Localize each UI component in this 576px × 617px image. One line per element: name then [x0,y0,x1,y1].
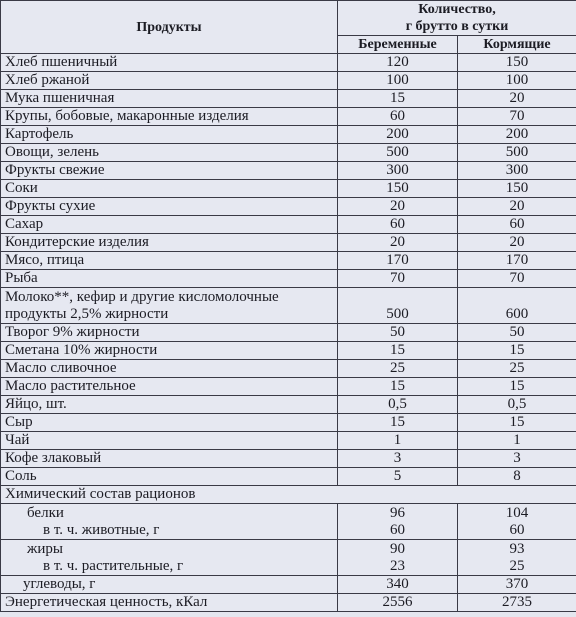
fats-nursing-cell [458,540,576,576]
table-row [1,252,576,270]
pregnant-value: 50 [338,324,458,342]
pregnant-value: 500 [338,144,458,162]
nursing-value: 20 [458,234,576,252]
table-row [1,396,576,414]
product-name: Хлеб ржаной [1,72,338,90]
nursing-value: 500 [458,144,576,162]
header-quantity-line2: г брутто в сутки [405,19,509,34]
product-name: Мясо, птица [1,252,338,270]
table-row [1,468,576,486]
fats-label-cell [1,540,338,576]
header-quantity-line1: Количество, [418,2,496,17]
nursing-value: 20 [458,90,576,108]
table-body [1,54,576,486]
product-name: Хлеб пшеничный [1,54,338,72]
product-name: Мука пшеничная [1,90,338,108]
pregnant-value: 0,5 [338,396,458,414]
table-row [1,324,576,342]
pregnant-value: 20 [338,234,458,252]
nursing-value: 170 [458,252,576,270]
pregnant-value: 200 [338,126,458,144]
pregnant-value: 1 [338,432,458,450]
nursing-value: 15 [458,342,576,360]
proteins-animal-nursing: 60 [509,521,525,538]
product-name: Масло растительное [1,378,338,396]
product-name: Масло сливочное [1,360,338,378]
energy-pregnant: 2556 [338,594,458,612]
header-pregnant: Беременные [338,36,458,54]
nursing-value: 20 [458,198,576,216]
pregnant-value: 15 [338,90,458,108]
product-name: Крупы, бобовые, макаронные изделия [1,108,338,126]
pregnant-value: 150 [338,180,458,198]
pregnant-value: 5 [338,468,458,486]
fats-pregnant-cell [338,540,458,576]
header-quantity [338,1,576,36]
product-name: Сыр [1,414,338,432]
proteins-animal-label: в т. ч. животные, г [43,521,160,538]
fats-nursing: 93 [509,540,525,557]
nursing-value: 150 [458,54,576,72]
product-name: Молоко**, кефир и другие кисломолочные продукты 2,5% жирности [1,288,338,324]
fats-label: жиры [27,540,63,557]
product-name: Творог 9% жирности [1,324,338,342]
table-row [1,234,576,252]
table-row [1,180,576,198]
carbs-label: углеводы, г [1,576,338,594]
energy-label: Энергетическая ценность, кКал [1,594,338,612]
product-name: Кофе злаковый [1,450,338,468]
table-row [1,108,576,126]
table-row [1,198,576,216]
nursing-value: 70 [458,108,576,126]
energy-nursing: 2735 [458,594,576,612]
product-name: Соки [1,180,338,198]
table-row [1,378,576,396]
composition-title: Химический состав рационов [1,486,576,504]
pregnant-value: 15 [338,342,458,360]
nursing-value: 100 [458,72,576,90]
carbs-nursing: 370 [458,576,576,594]
product-name: Фрукты сухие [1,198,338,216]
proteins-label-cell [1,504,338,540]
proteins-nursing: 104 [505,504,529,521]
nursing-value: 50 [458,324,576,342]
nursing-value: 0,5 [458,396,576,414]
composition-section [1,486,576,612]
fats-vegetable-nursing: 25 [509,557,525,574]
pregnant-value: 70 [338,270,458,288]
nursing-value: 60 [458,216,576,234]
pregnant-value: 25 [338,360,458,378]
product-name: Чай [1,432,338,450]
table-row [1,162,576,180]
product-name: Сметана 10% жирности [1,342,338,360]
header-products: Продукты [1,1,338,54]
table-row [1,360,576,378]
pregnant-value: 3 [338,450,458,468]
product-name: Кондитерские изделия [1,234,338,252]
pregnant-value: 300 [338,162,458,180]
product-name: Рыба [1,270,338,288]
proteins-pregnant-cell [338,504,458,540]
pregnant-value: 500 [338,288,458,324]
nursing-value: 70 [458,270,576,288]
nursing-value: 3 [458,450,576,468]
nursing-value: 8 [458,468,576,486]
proteins-label: белки [27,504,64,521]
nursing-value: 1 [458,432,576,450]
nursing-value: 600 [458,288,576,324]
nursing-value: 200 [458,126,576,144]
header-nursing: Кормящие [458,36,576,54]
nursing-value: 300 [458,162,576,180]
pregnant-value: 15 [338,414,458,432]
product-name: Овощи, зелень [1,144,338,162]
fats-vegetable-label: в т. ч. растительные, г [43,557,184,574]
fats-vegetable-pregnant: 23 [390,557,405,574]
pregnant-value: 100 [338,72,458,90]
table-row [1,72,576,90]
pregnant-value: 120 [338,54,458,72]
table-row [1,126,576,144]
product-name: Фрукты свежие [1,162,338,180]
product-name: Яйцо, шт. [1,396,338,414]
table-row [1,216,576,234]
proteins-pregnant: 96 [390,504,405,521]
table-row [1,288,576,324]
table-row [1,144,576,162]
pregnant-value: 20 [338,198,458,216]
carbs-pregnant: 340 [338,576,458,594]
proteins-animal-pregnant: 60 [390,521,405,538]
table-row [1,54,576,72]
nursing-value: 25 [458,360,576,378]
pregnant-value: 60 [338,216,458,234]
table-row [1,450,576,468]
pregnant-value: 60 [338,108,458,126]
nursing-value: 15 [458,378,576,396]
pregnant-value: 15 [338,378,458,396]
product-name: Картофель [1,126,338,144]
nursing-value: 150 [458,180,576,198]
table-row [1,90,576,108]
product-name: Соль [1,468,338,486]
nursing-value: 15 [458,414,576,432]
table-row [1,270,576,288]
pregnant-value: 170 [338,252,458,270]
proteins-nursing-cell [458,504,576,540]
table-row [1,432,576,450]
fats-pregnant: 90 [390,540,405,557]
table-row [1,414,576,432]
product-name: Сахар [1,216,338,234]
table-row [1,342,576,360]
